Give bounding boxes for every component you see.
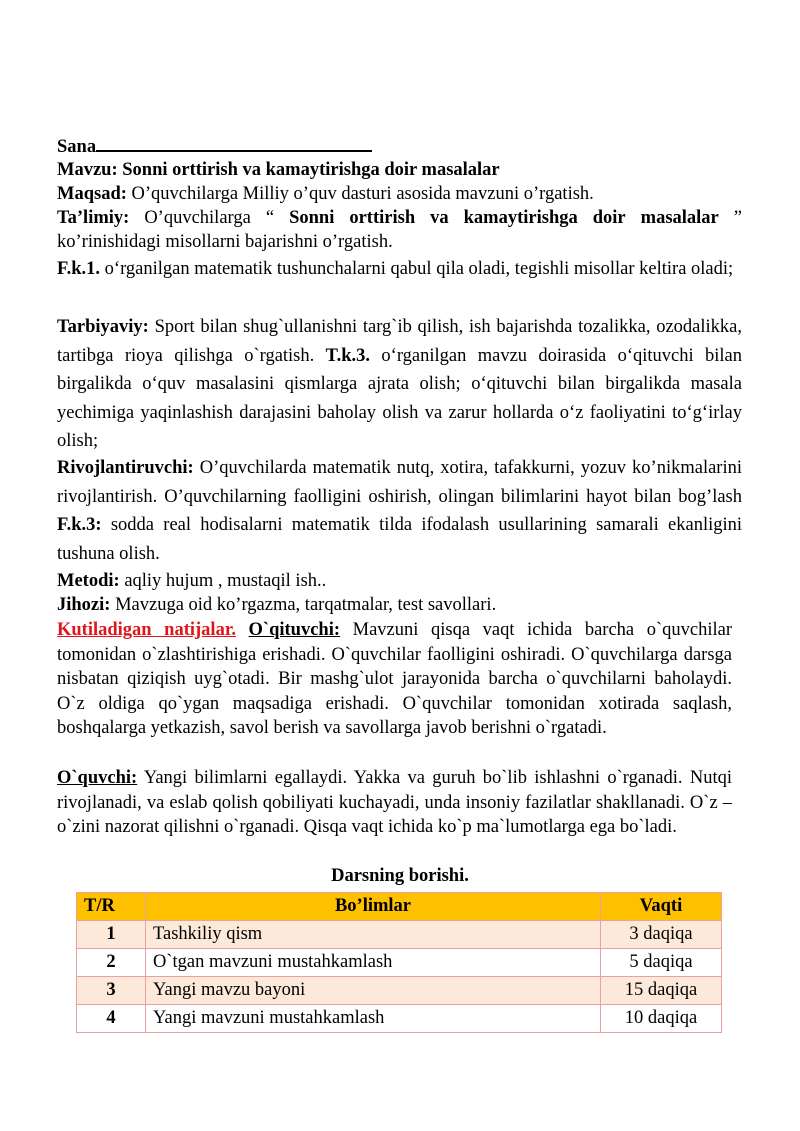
row-number: 4 bbox=[77, 1005, 146, 1033]
tarbiyaviy-label: Tarbiyaviy: bbox=[57, 317, 149, 337]
oqituvchi-label: O`qituvchi: bbox=[248, 620, 341, 640]
jihozi-text: Mavzuga oid ko’rgazma, tarqatmalar, test savollari. bbox=[115, 595, 497, 615]
table-row bbox=[77, 1005, 722, 1033]
maqsad-text: O’quvchilarga Milliy o’quv dasturi asosida mavzuni o’rgatish. bbox=[131, 184, 594, 204]
talimiy-text-after: ” ko’rinishidagi misollarni bajarishni o’rgatish. bbox=[57, 208, 742, 252]
row-number: 3 bbox=[77, 977, 146, 1005]
row-section: Yangi mavzu bayoni bbox=[146, 977, 601, 1005]
header-vaqti: Vaqti bbox=[601, 893, 722, 921]
metodi-paragraph bbox=[57, 569, 742, 594]
maqsad-paragraph bbox=[57, 182, 742, 207]
sana-label: Sana bbox=[57, 137, 97, 157]
rivojlantiruvchi-text-1: O’quvchilarda matematik nutq, xotira, tafakkurni, yozuv ko’nikmalarini rivojlantirish. O’quvchilarning faolligini oshirish, olingan bilimlarini hayot bilan bog’lash bbox=[57, 458, 742, 507]
mavzu-label: Mavzu: bbox=[57, 160, 118, 180]
row-section: O`tgan mavzuni mustahkamlash bbox=[146, 949, 601, 977]
table-header-row bbox=[77, 893, 722, 921]
natijalar-oqituvchi-paragraph bbox=[57, 618, 732, 741]
table-row bbox=[77, 921, 722, 949]
fk1-paragraph bbox=[57, 256, 742, 283]
tarbiyaviy-text-2: o‘rganilgan mavzu doirasida o‘qituvchi bilan birgalikda o‘quv masalasini qismlarga ajrata olish; o‘qituvchi bilan birgalikda masala yechimiga yaqinlashish darajasini baholay olish va zarur hollarda o‘z faoliyatini to‘g‘irlay olish; bbox=[57, 345, 742, 451]
table-title: Darsning borishi. bbox=[331, 866, 469, 886]
table-row bbox=[77, 949, 722, 977]
metodi-label: Metodi: bbox=[57, 571, 120, 591]
header-bolimlar: Bo’limlar bbox=[146, 893, 601, 921]
row-time: 10 daqiqa bbox=[601, 1005, 722, 1033]
talimiy-paragraph bbox=[57, 206, 742, 254]
talimiy-topic-1: Sonni orttirish va kamaytirishga doir bbox=[289, 208, 626, 228]
row-time: 5 daqiqa bbox=[601, 949, 722, 977]
tarbiyaviy-paragraph bbox=[57, 313, 742, 456]
row-time: 3 daqiqa bbox=[601, 921, 722, 949]
row-section: Tashkiliy qism bbox=[146, 921, 601, 949]
tarbiyaviy-text-1: Sport bilan shug`ullanishni targ`ib qilish, ish bajarishda tozalikka, ozodalikka, tartibga rioya qilishga o`rgatish. bbox=[57, 317, 742, 366]
tk3-label: T.k.3. bbox=[325, 345, 371, 366]
talimiy-label: Ta’limiy: bbox=[57, 208, 130, 228]
maqsad-label: Maqsad: bbox=[57, 184, 127, 204]
rivojlantiruvchi-paragraph bbox=[57, 454, 742, 568]
fk3-label: F.k.3: bbox=[57, 515, 102, 535]
lesson-schedule-table bbox=[76, 892, 722, 1033]
jihozi-label: Jihozi: bbox=[57, 595, 111, 615]
table-row bbox=[77, 977, 722, 1005]
metodi-text: aqliy hujum , mustaqil ish.. bbox=[124, 571, 327, 591]
row-number: 2 bbox=[77, 949, 146, 977]
oquvchi-text: Yangi bilimlarni egallaydi. Yakka va guruh bo`lib ishlashni o`rganadi. Nutqi rivojlanadi, va eslab qolish qobiliyati kuchayadi, unda insoniy fazilatlar shakllanadi. O`z – o`zini nazorat qilishni o`rganadi. Qisqa vaqt ichida ko`p ma`lumotlarga ega bo`ladi. bbox=[57, 768, 732, 837]
fk1-label: F.k.1. bbox=[57, 259, 101, 279]
sana-blank bbox=[96, 136, 372, 152]
header-tr: T/R bbox=[77, 893, 146, 921]
mavzu-title: Sonni orttirish va kamaytirishga doir masalalar bbox=[122, 160, 500, 180]
oquvchi-label: O`quvchi: bbox=[57, 768, 138, 788]
row-section: Yangi mavzuni mustahkamlash bbox=[146, 1005, 601, 1033]
talimiy-topic-2: masalalar bbox=[640, 208, 719, 228]
natijalar-label: Kutiladigan natijalar. bbox=[57, 620, 236, 640]
rivojlantiruvchi-text-2: sodda real hodisalarni matematik tilda ifodalash usullarining samarali ekanligini tushuna olish. bbox=[57, 515, 743, 564]
jihozi-paragraph bbox=[57, 593, 742, 618]
fk1-text: o‘rganilgan matematik tushunchalarni qabul qila oladi, tegishli misollar keltira oladi; bbox=[104, 259, 734, 279]
oqituvchi-text: Mavzuni qisqa vaqt ichida barcha o`quvchilar tomonidan o`zlashtirishiga erishadi. O`quvchilar faolligini oshiradi. O`quvchilarga darsga nisbatan qiziqish uyg`otadi. Bir mashg`ulot jarayonida barcha o`quvchilarni baholaydi. O`z oldiga qo`ygan maqsadiga erishadi. O`quvchilar tomonidan xotirada saqlash, boshqalarga yetkazish, savol berish va savollarga javob berishni o`rgatadi. bbox=[57, 620, 732, 738]
rivojlantiruvchi-label: Rivojlantiruvchi: bbox=[57, 458, 194, 478]
sana-line bbox=[57, 135, 742, 160]
row-number: 1 bbox=[77, 921, 146, 949]
oquvchi-paragraph bbox=[57, 766, 732, 840]
mavzu-line bbox=[57, 158, 742, 183]
row-time: 15 daqiqa bbox=[601, 977, 722, 1005]
talimiy-text-before: O’quvchilarga “ bbox=[144, 208, 275, 228]
